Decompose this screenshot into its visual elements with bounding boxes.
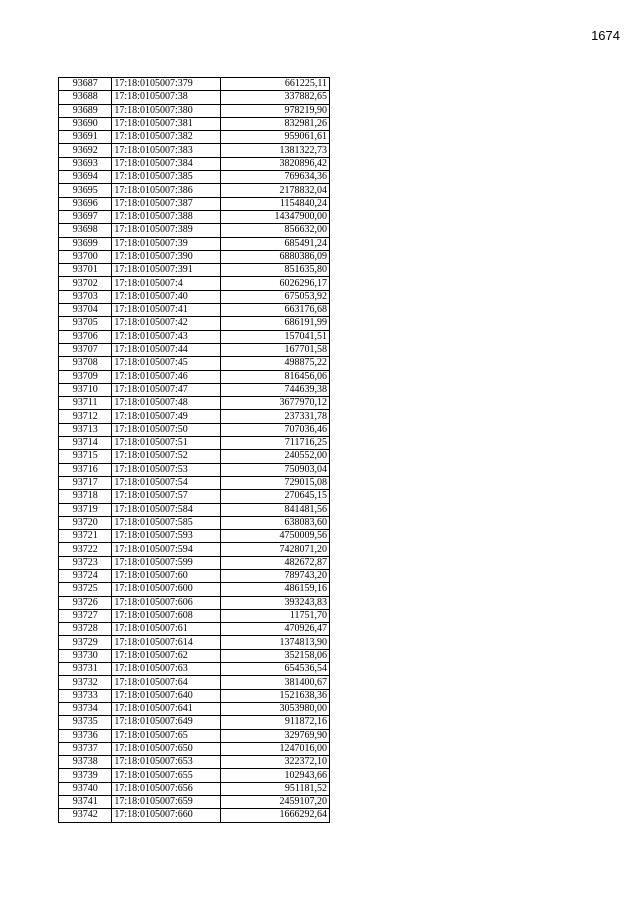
cadastral-number-cell: 17:18:0105007:4	[112, 277, 221, 290]
table-row	[59, 636, 330, 649]
table-row	[59, 556, 330, 569]
cadastral-number-cell: 17:18:0105007:585	[112, 516, 221, 529]
row-number-cell: 93693	[59, 157, 112, 170]
table-row	[59, 157, 330, 170]
cadastral-value-cell: 638083,60	[221, 516, 330, 529]
cadastral-number-cell: 17:18:0105007:48	[112, 397, 221, 410]
cadastral-value-cell: 654536,54	[221, 663, 330, 676]
row-number-cell: 93726	[59, 596, 112, 609]
row-number-cell: 93727	[59, 609, 112, 622]
table-row	[59, 609, 330, 622]
cadastral-value-cell: 240552,00	[221, 450, 330, 463]
table-row	[59, 144, 330, 157]
cadastral-value-cell: 337882,65	[221, 91, 330, 104]
cadastral-number-cell: 17:18:0105007:45	[112, 357, 221, 370]
row-number-cell: 93733	[59, 689, 112, 702]
table-row	[59, 131, 330, 144]
row-number-cell: 93732	[59, 676, 112, 689]
row-number-cell: 93731	[59, 663, 112, 676]
cadastral-number-cell: 17:18:0105007:62	[112, 649, 221, 662]
cadastral-value-cell: 3677970,12	[221, 397, 330, 410]
table-row	[59, 569, 330, 582]
cadastral-value-cell: 102943,66	[221, 769, 330, 782]
row-number-cell: 93717	[59, 476, 112, 489]
table-row	[59, 343, 330, 356]
table-row	[59, 171, 330, 184]
cadastral-value-cell: 686191,99	[221, 317, 330, 330]
cadastral-number-cell: 17:18:0105007:42	[112, 317, 221, 330]
row-number-cell: 93720	[59, 516, 112, 529]
table-row	[59, 623, 330, 636]
cadastral-value-cell: 470926,47	[221, 623, 330, 636]
table-body	[59, 78, 330, 823]
cadastral-value-cell: 1666292,64	[221, 809, 330, 822]
cadastral-number-cell: 17:18:0105007:608	[112, 609, 221, 622]
table-row	[59, 210, 330, 223]
cadastral-number-cell: 17:18:0105007:649	[112, 716, 221, 729]
table-row	[59, 184, 330, 197]
row-number-cell: 93710	[59, 383, 112, 396]
cadastral-number-cell: 17:18:0105007:593	[112, 530, 221, 543]
table-row	[59, 742, 330, 755]
cadastral-number-cell: 17:18:0105007:51	[112, 437, 221, 450]
cadastral-number-cell: 17:18:0105007:50	[112, 423, 221, 436]
table-row	[59, 91, 330, 104]
cadastral-value-cell: 816456,06	[221, 370, 330, 383]
cadastral-value-cell: 157041,51	[221, 330, 330, 343]
cadastral-value-cell: 978219,90	[221, 104, 330, 117]
row-number-cell: 93704	[59, 304, 112, 317]
table-row	[59, 277, 330, 290]
cadastral-number-cell: 17:18:0105007:44	[112, 343, 221, 356]
cadastral-number-cell: 17:18:0105007:54	[112, 476, 221, 489]
cadastral-value-cell: 4750009,56	[221, 530, 330, 543]
table-row	[59, 250, 330, 263]
table-row	[59, 716, 330, 729]
cadastral-number-cell: 17:18:0105007:390	[112, 250, 221, 263]
cadastral-value-cell: 663176,68	[221, 304, 330, 317]
table-row	[59, 530, 330, 543]
cadastral-number-cell: 17:18:0105007:640	[112, 689, 221, 702]
cadastral-value-cell: 381400,67	[221, 676, 330, 689]
cadastral-value-cell: 7428071,20	[221, 543, 330, 556]
cadastral-number-cell: 17:18:0105007:659	[112, 796, 221, 809]
cadastral-number-cell: 17:18:0105007:383	[112, 144, 221, 157]
cadastral-value-cell: 482672,87	[221, 556, 330, 569]
table-row	[59, 383, 330, 396]
cadastral-value-cell: 711716,25	[221, 437, 330, 450]
cadastral-number-cell: 17:18:0105007:49	[112, 410, 221, 423]
cadastral-value-cell: 3053980,00	[221, 702, 330, 715]
cadastral-value-cell: 959061,61	[221, 131, 330, 144]
table-row	[59, 596, 330, 609]
cadastral-number-cell: 17:18:0105007:653	[112, 756, 221, 769]
cadastral-value-cell: 486159,16	[221, 583, 330, 596]
row-number-cell: 93702	[59, 277, 112, 290]
table-row	[59, 503, 330, 516]
row-number-cell: 93718	[59, 490, 112, 503]
table-row	[59, 423, 330, 436]
cadastral-value-cell: 352158,06	[221, 649, 330, 662]
cadastral-value-cell: 498875,22	[221, 357, 330, 370]
row-number-cell: 93719	[59, 503, 112, 516]
cadastral-value-cell: 707036,46	[221, 423, 330, 436]
row-number-cell: 93729	[59, 636, 112, 649]
cadastral-value-cell: 1154840,24	[221, 197, 330, 210]
row-number-cell: 93735	[59, 716, 112, 729]
cadastral-number-cell: 17:18:0105007:46	[112, 370, 221, 383]
cadastral-value-cell: 675053,92	[221, 290, 330, 303]
cadastral-number-cell: 17:18:0105007:60	[112, 569, 221, 582]
cadastral-value-cell: 237331,78	[221, 410, 330, 423]
table-row	[59, 330, 330, 343]
row-number-cell: 93695	[59, 184, 112, 197]
table-row	[59, 410, 330, 423]
cadastral-number-cell: 17:18:0105007:38	[112, 91, 221, 104]
row-number-cell: 93734	[59, 702, 112, 715]
table-row	[59, 769, 330, 782]
row-number-cell: 93723	[59, 556, 112, 569]
cadastral-value-cell: 1381322,73	[221, 144, 330, 157]
cadastral-number-cell: 17:18:0105007:39	[112, 237, 221, 250]
cadastral-number-cell: 17:18:0105007:388	[112, 210, 221, 223]
table-row	[59, 663, 330, 676]
cadastral-number-cell: 17:18:0105007:656	[112, 782, 221, 795]
cadastral-value-cell: 11751,70	[221, 609, 330, 622]
cadastral-value-cell: 1247016,00	[221, 742, 330, 755]
cadastral-number-cell: 17:18:0105007:650	[112, 742, 221, 755]
table-row	[59, 676, 330, 689]
row-number-cell: 93690	[59, 117, 112, 130]
row-number-cell: 93692	[59, 144, 112, 157]
cadastral-number-cell: 17:18:0105007:384	[112, 157, 221, 170]
table-row	[59, 370, 330, 383]
cadastral-value-cell: 911872,16	[221, 716, 330, 729]
table-row	[59, 197, 330, 210]
cadastral-number-cell: 17:18:0105007:381	[112, 117, 221, 130]
cadastral-number-cell: 17:18:0105007:63	[112, 663, 221, 676]
cadastral-number-cell: 17:18:0105007:606	[112, 596, 221, 609]
cadastral-value-cell: 744639,38	[221, 383, 330, 396]
cadastral-value-cell: 841481,56	[221, 503, 330, 516]
cadastral-number-cell: 17:18:0105007:382	[112, 131, 221, 144]
table-row	[59, 809, 330, 822]
row-number-cell: 93738	[59, 756, 112, 769]
table-row	[59, 304, 330, 317]
table-row	[59, 78, 330, 91]
table-row	[59, 463, 330, 476]
cadastral-value-cell: 951181,52	[221, 782, 330, 795]
cadastral-value-cell: 789743,20	[221, 569, 330, 582]
table-row	[59, 490, 330, 503]
cadastral-value-cell: 851635,80	[221, 264, 330, 277]
row-number-cell: 93715	[59, 450, 112, 463]
cadastral-number-cell: 17:18:0105007:41	[112, 304, 221, 317]
row-number-cell: 93701	[59, 264, 112, 277]
cadastral-value-cell: 832981,26	[221, 117, 330, 130]
row-number-cell: 93708	[59, 357, 112, 370]
cadastral-number-cell: 17:18:0105007:389	[112, 224, 221, 237]
table-row	[59, 583, 330, 596]
row-number-cell: 93688	[59, 91, 112, 104]
table-row	[59, 689, 330, 702]
row-number-cell: 93709	[59, 370, 112, 383]
row-number-cell: 93696	[59, 197, 112, 210]
cadastral-value-cell: 6880386,09	[221, 250, 330, 263]
cadastral-number-cell: 17:18:0105007:391	[112, 264, 221, 277]
cadastral-number-cell: 17:18:0105007:65	[112, 729, 221, 742]
cadastral-number-cell: 17:18:0105007:61	[112, 623, 221, 636]
cadastral-value-table	[58, 77, 330, 823]
cadastral-value-cell: 3820896,42	[221, 157, 330, 170]
table-row	[59, 649, 330, 662]
cadastral-number-cell: 17:18:0105007:594	[112, 543, 221, 556]
table-row	[59, 357, 330, 370]
cadastral-number-cell: 17:18:0105007:655	[112, 769, 221, 782]
cadastral-value-cell: 750903,04	[221, 463, 330, 476]
row-number-cell: 93703	[59, 290, 112, 303]
cadastral-number-cell: 17:18:0105007:43	[112, 330, 221, 343]
table-row	[59, 782, 330, 795]
cadastral-number-cell: 17:18:0105007:64	[112, 676, 221, 689]
cadastral-value-cell: 2459107,20	[221, 796, 330, 809]
row-number-cell: 93691	[59, 131, 112, 144]
cadastral-value-cell: 329769,90	[221, 729, 330, 742]
cadastral-value-cell: 769634,36	[221, 171, 330, 184]
row-number-cell: 93742	[59, 809, 112, 822]
cadastral-number-cell: 17:18:0105007:599	[112, 556, 221, 569]
row-number-cell: 93713	[59, 423, 112, 436]
table-row	[59, 104, 330, 117]
cadastral-value-cell: 393243,83	[221, 596, 330, 609]
table-row	[59, 290, 330, 303]
row-number-cell: 93694	[59, 171, 112, 184]
cadastral-number-cell: 17:18:0105007:387	[112, 197, 221, 210]
cadastral-value-cell: 856632,00	[221, 224, 330, 237]
row-number-cell: 93714	[59, 437, 112, 450]
row-number-cell: 93697	[59, 210, 112, 223]
row-number-cell: 93712	[59, 410, 112, 423]
cadastral-value-cell: 167701,58	[221, 343, 330, 356]
table-row	[59, 437, 330, 450]
table-row	[59, 796, 330, 809]
cadastral-number-cell: 17:18:0105007:385	[112, 171, 221, 184]
cadastral-number-cell: 17:18:0105007:584	[112, 503, 221, 516]
page-number: 1674	[591, 28, 620, 43]
cadastral-value-cell: 270645,15	[221, 490, 330, 503]
row-number-cell: 93725	[59, 583, 112, 596]
table-row	[59, 264, 330, 277]
table-row	[59, 237, 330, 250]
row-number-cell: 93700	[59, 250, 112, 263]
cadastral-value-cell: 661225,11	[221, 78, 330, 91]
cadastral-value-cell: 685491,24	[221, 237, 330, 250]
cadastral-number-cell: 17:18:0105007:52	[112, 450, 221, 463]
table-row	[59, 224, 330, 237]
row-number-cell: 93736	[59, 729, 112, 742]
table-row	[59, 516, 330, 529]
row-number-cell: 93728	[59, 623, 112, 636]
cadastral-number-cell: 17:18:0105007:660	[112, 809, 221, 822]
row-number-cell: 93711	[59, 397, 112, 410]
cadastral-value-cell: 1374813,90	[221, 636, 330, 649]
cadastral-value-cell: 1521638,36	[221, 689, 330, 702]
row-number-cell: 93722	[59, 543, 112, 556]
row-number-cell: 93705	[59, 317, 112, 330]
table-row	[59, 756, 330, 769]
row-number-cell: 93741	[59, 796, 112, 809]
cadastral-value-cell: 322372,10	[221, 756, 330, 769]
row-number-cell: 93707	[59, 343, 112, 356]
cadastral-number-cell: 17:18:0105007:57	[112, 490, 221, 503]
cadastral-value-cell: 6026296,17	[221, 277, 330, 290]
cadastral-value-cell: 14347900,00	[221, 210, 330, 223]
row-number-cell: 93740	[59, 782, 112, 795]
table-row	[59, 702, 330, 715]
cadastral-number-cell: 17:18:0105007:641	[112, 702, 221, 715]
row-number-cell: 93730	[59, 649, 112, 662]
table-row	[59, 117, 330, 130]
cadastral-number-cell: 17:18:0105007:614	[112, 636, 221, 649]
row-number-cell: 93721	[59, 530, 112, 543]
row-number-cell: 93724	[59, 569, 112, 582]
row-number-cell: 93699	[59, 237, 112, 250]
row-number-cell: 93739	[59, 769, 112, 782]
row-number-cell: 93687	[59, 78, 112, 91]
cadastral-number-cell: 17:18:0105007:380	[112, 104, 221, 117]
table-row	[59, 729, 330, 742]
table-row	[59, 317, 330, 330]
cadastral-number-cell: 17:18:0105007:40	[112, 290, 221, 303]
row-number-cell: 93689	[59, 104, 112, 117]
table-row	[59, 543, 330, 556]
cadastral-number-cell: 17:18:0105007:379	[112, 78, 221, 91]
table-row	[59, 397, 330, 410]
table-row	[59, 450, 330, 463]
row-number-cell: 93737	[59, 742, 112, 755]
table-row	[59, 476, 330, 489]
cadastral-number-cell: 17:18:0105007:600	[112, 583, 221, 596]
cadastral-number-cell: 17:18:0105007:53	[112, 463, 221, 476]
cadastral-number-cell: 17:18:0105007:386	[112, 184, 221, 197]
cadastral-number-cell: 17:18:0105007:47	[112, 383, 221, 396]
row-number-cell: 93698	[59, 224, 112, 237]
row-number-cell: 93716	[59, 463, 112, 476]
cadastral-value-cell: 2178832,04	[221, 184, 330, 197]
cadastral-value-cell: 729015,08	[221, 476, 330, 489]
row-number-cell: 93706	[59, 330, 112, 343]
